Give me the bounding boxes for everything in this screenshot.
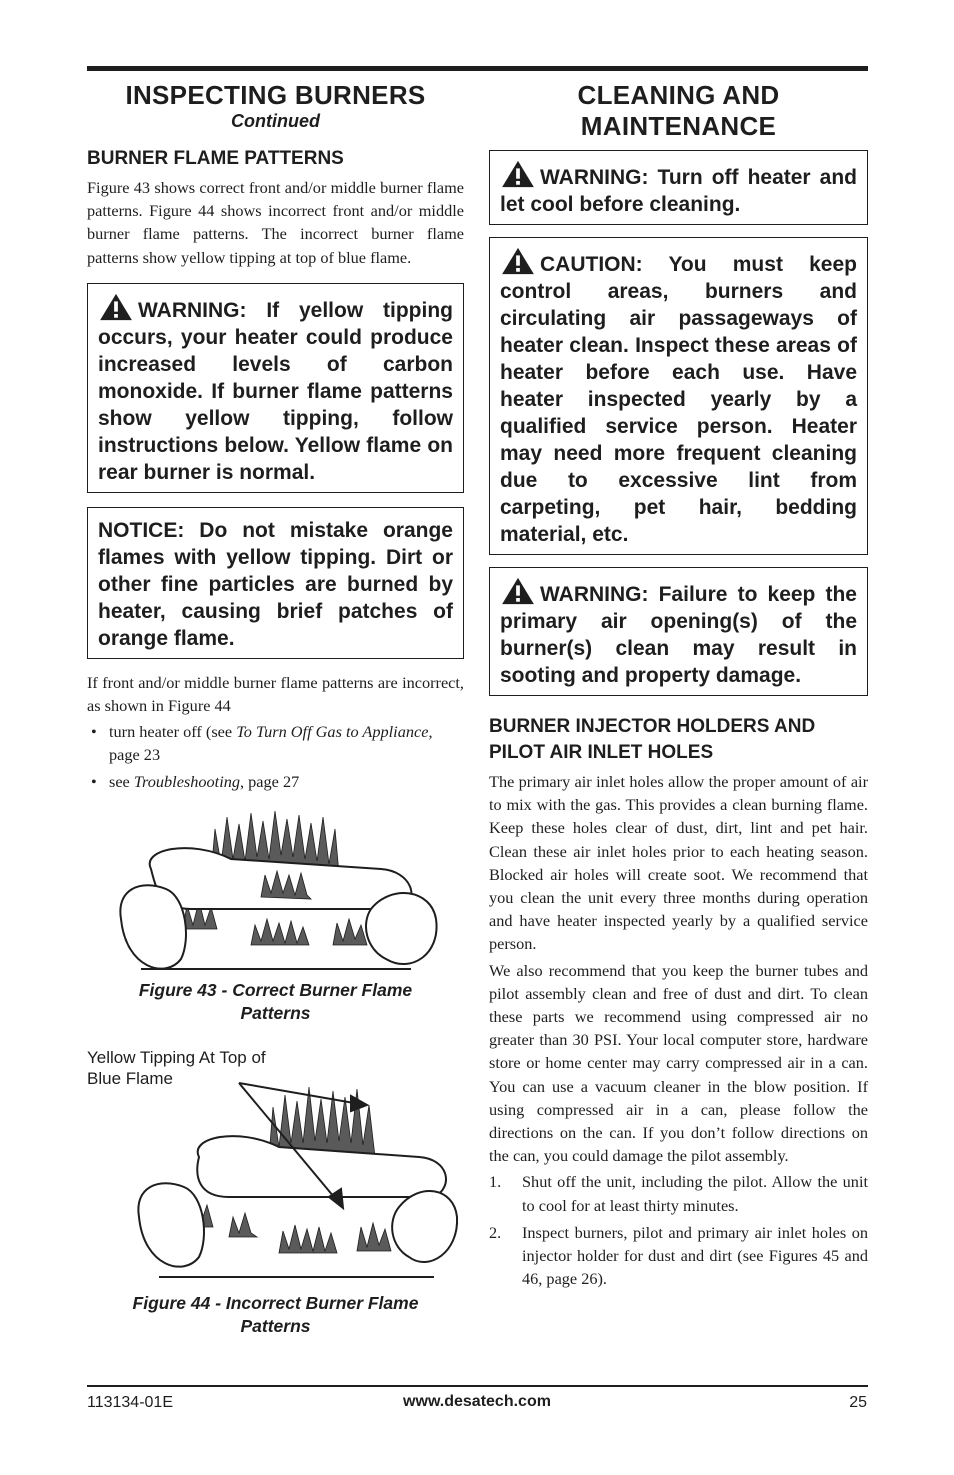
figure-44-container [87,1047,464,1309]
notice-box-orange-flames [87,507,464,659]
warning-text: WARNING: If yellow tipping occurs, your heater could produce increased levels of carbon monoxide. If burner flame patterns show yellow tipping, follow instructions below. Yellow flame on rear burner is normal. [98,298,453,484]
step-item: 2. Inspect burners, pilot and primary air inlet holes on injector holder for dust and dirt (see Figures 45 and 46, page 26). [489,1222,868,1289]
figure-43-correct-flame-illustration [111,809,441,977]
warning-box-yellow-tipping [87,283,464,493]
air-inlet-paragraph: The primary air inlet holes allow the proper amount of air to mix with the gas. This provides a clean burning flame. Keep these holes clear of dust, dirt, lint and pet hair. Clean these air inlet holes prior to each heating season. Blocked air holes will create soot. We recommend that you clean the unit every three months during operation and have heater inspected yearly by a qualified service person. [489,772,868,954]
heading-injector-holders: BURNER INJECTOR HOLDERS AND PILOT AIR INLET HOLES [489,716,816,763]
intro-paragraph: Figure 43 shows correct front and/or middle burner flame patterns. Figure 44 shows incorrect front and/or middle burner flame patterns. The incorrect burner flame patterns show yellow tipping at top of blue flame. [87,178,464,267]
website-link[interactable]: www.desatech.com [403,1393,551,1410]
heading-burner-flame-patterns: BURNER FLAME PATTERNS [87,148,344,169]
caution-text: CAUTION: You must keep control areas, burners and circulating air passageways of heater clean. Inspect these areas of heater before each use. Have heater inspected yearly by a qualified service person. Heater may need more frequent cleaning due to excessive lint from carpeting, pet hair, bedding material, etc. [500,253,857,546]
pointer-arrows [129,1047,459,1247]
warning-icon [500,577,536,605]
left-column [87,78,464,1338]
warning-icon [500,247,536,275]
top-rule [87,66,868,71]
section-subtitle-continued: Continued [231,111,320,131]
warning-text: WARNING: Failure to keep the primary air opening(s) of the burner(s) clean may result in sooting and property damage. [500,583,857,687]
right-column [489,78,868,1294]
footer-rule [87,1385,868,1387]
notice-text: NOTICE: Do not mistake orange flames with yellow tipping. Dirt or other fine particles are burned by heater, causing brief patches of orange flame. [98,518,453,650]
section-title-inspecting-burners: INSPECTING BURNERS [125,80,426,110]
step-item: 1. Shut off the unit, including the pilot. Allow the unit to cool for at least thirty minutes. [489,1172,868,1215]
instruction-bullets [87,720,464,793]
incorrect-pattern-paragraph: If front and/or middle burner flame patterns are incorrect, as shown in Figure 44 [87,672,464,716]
cleaning-steps [489,1170,868,1290]
section-title-cleaning-maintenance: CLEANING AND MAINTENANCE [577,80,780,141]
caution-box-keep-clean [489,237,868,555]
warning-box-sooting [489,567,868,696]
compressed-air-paragraph: We also recommend that you keep the burner tubes and pilot assembly clean and free of dust and dirt. To clean these parts we recommend using compressed air no greater than 30 PSI. Your local computer store, hardware store or home center may carry compressed air in a can. You can use a vacuum cleaner in the blow position. If using compressed air in a can, please follow the directions on the can. If you don’t follow directions on the can, you could damage the pilot assembly. [489,960,868,1166]
page-number: 25 [849,1394,867,1411]
link-troubleshooting[interactable]: Troubleshooting [133,771,241,791]
link-turn-off-gas[interactable]: To Turn Off Gas to Appliance [236,722,429,742]
warning-box-turn-off [489,150,868,225]
yellow-tipping-label: Yellow Tipping At Top of Blue Flame [87,1047,266,1088]
bullet-turn-off: • turn heater off (see To Turn Off Gas to Appliance, page 23 [87,720,464,766]
warning-icon [98,293,134,321]
warning-text: WARNING: Turn off heater and let cool before cleaning. [500,166,857,216]
figure-44-caption: Figure 44 - Incorrect Burner Flame Patterns [132,1292,419,1336]
bullet-troubleshooting: • see Troubleshooting, page 27 [87,770,464,793]
figure-43-caption: Figure 43 - Correct Burner Flame Patterns [138,979,413,1023]
warning-icon [500,160,536,188]
document-number: 113134-01E [87,1394,173,1411]
